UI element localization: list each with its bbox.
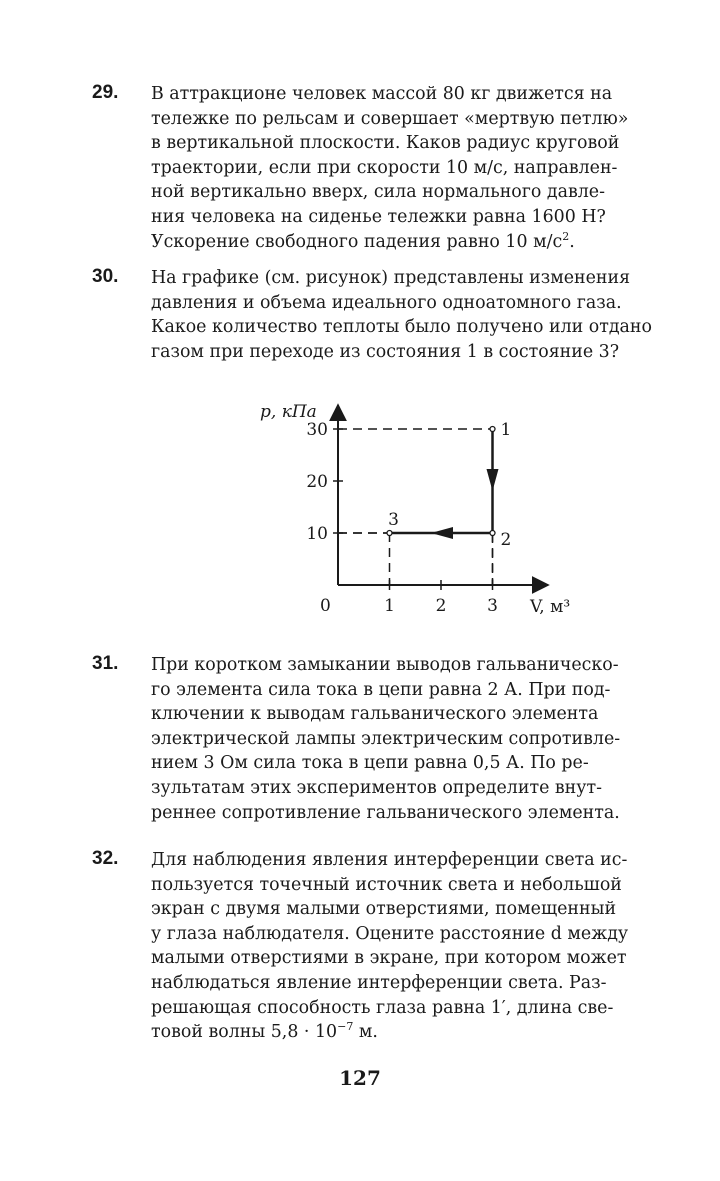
process-arrow <box>487 469 499 491</box>
problem-number: 32. <box>92 848 119 869</box>
text-line: газом при переходе из состояния 1 в состояние 3? <box>151 341 620 362</box>
x-axis-label: V, м³ <box>530 597 571 617</box>
superscript: −7 <box>337 1020 354 1034</box>
problem-29 <box>92 82 692 254</box>
text-line: малыми отверстиями в экране, при котором может <box>151 948 627 969</box>
text-line: Для наблюдения явления интерференции света ис- <box>151 850 628 870</box>
origin-label: 0 <box>320 596 331 616</box>
state-point <box>490 531 495 536</box>
text-line: В аттракционе человек массой 80 кг движется на <box>151 84 613 104</box>
pv-diagram <box>250 380 590 620</box>
state-point <box>387 531 392 536</box>
text-line: у глаза наблюдателя. Оцените расстояние d между <box>151 923 629 944</box>
text-line: электрической лампы электрическим сопротивле- <box>151 728 621 749</box>
text-line: товой волны 5,8 · 10 <box>151 1022 338 1043</box>
superscript: 2 <box>562 229 570 243</box>
problem-30 <box>92 266 692 364</box>
x-tick-label: 1 <box>384 596 395 616</box>
problem-text <box>151 653 682 825</box>
text-line: давления и объема идеального одноатомного газа. <box>151 292 622 313</box>
text-line-last <box>151 230 682 255</box>
text-line: При коротком замыкании выводов гальваническо- <box>151 655 619 675</box>
problem-text <box>151 82 682 254</box>
problem-text <box>151 848 682 1045</box>
text-line: траектории, если при скорости 10 м/с, направлен- <box>151 157 618 178</box>
problem-32 <box>92 848 692 1045</box>
text-line: в вертикальной плоскости. Каков радиус круговой <box>151 133 620 154</box>
problem-number: 31. <box>92 653 119 674</box>
y-tick-label: 30 <box>306 420 328 440</box>
text-line: зультатам этих экспериментов определите внут- <box>151 777 603 798</box>
text-line: ния человека на сиденье тележки равна 1600 Н? <box>151 206 606 227</box>
text-line: реннее сопротивление гальванического элемента. <box>151 802 620 823</box>
state-label: 1 <box>500 420 512 440</box>
text-tail: м. <box>353 1022 378 1043</box>
problem-number: 30. <box>92 266 119 287</box>
x-tick-label: 2 <box>435 596 447 616</box>
text-line: тележке по рельсам и совершает «мертвую петлю» <box>151 108 629 129</box>
y-axis-label: p, кПа <box>260 402 317 422</box>
text-line: Какое количество теплоты было получено или отдано <box>151 317 652 338</box>
text-line: На графике (см. рисунок) представлены изменения <box>151 268 631 288</box>
page-number: 127 <box>339 1066 381 1090</box>
text-line: пользуется точечный источник света и небольшой <box>151 874 622 895</box>
y-tick-label: 10 <box>306 524 328 544</box>
state-label: 2 <box>500 530 512 550</box>
text-line: нием 3 Ом сила тока в цепи равна 0,5 А. По ре- <box>151 753 589 774</box>
x-tick-label: 3 <box>487 596 498 616</box>
text-line: экран с двумя малыми отверстиями, помещенный <box>151 899 617 920</box>
problem-31 <box>92 653 692 825</box>
text-tail: . <box>569 231 575 252</box>
problem-text <box>151 266 682 364</box>
problem-number: 29. <box>92 82 119 103</box>
text-line: Ускорение свободного падения равно 10 м/с <box>151 231 563 252</box>
process-arrow <box>431 527 453 539</box>
text-line: ной вертикально вверх, сила нормального давле- <box>151 182 605 203</box>
y-tick-label: 20 <box>306 472 328 492</box>
text-line-last <box>151 1020 682 1045</box>
state-point <box>490 427 495 432</box>
text-line: наблюдаться явление интерференции света. Раз- <box>151 972 607 993</box>
state-label: 3 <box>388 510 399 530</box>
text-line: решающая способность глаза равна 1′, длина све- <box>151 997 614 1018</box>
text-line: го элемента сила тока в цепи равна 2 А. При под- <box>151 679 611 700</box>
text-line: ключении к выводам гальванического элемента <box>151 704 599 725</box>
